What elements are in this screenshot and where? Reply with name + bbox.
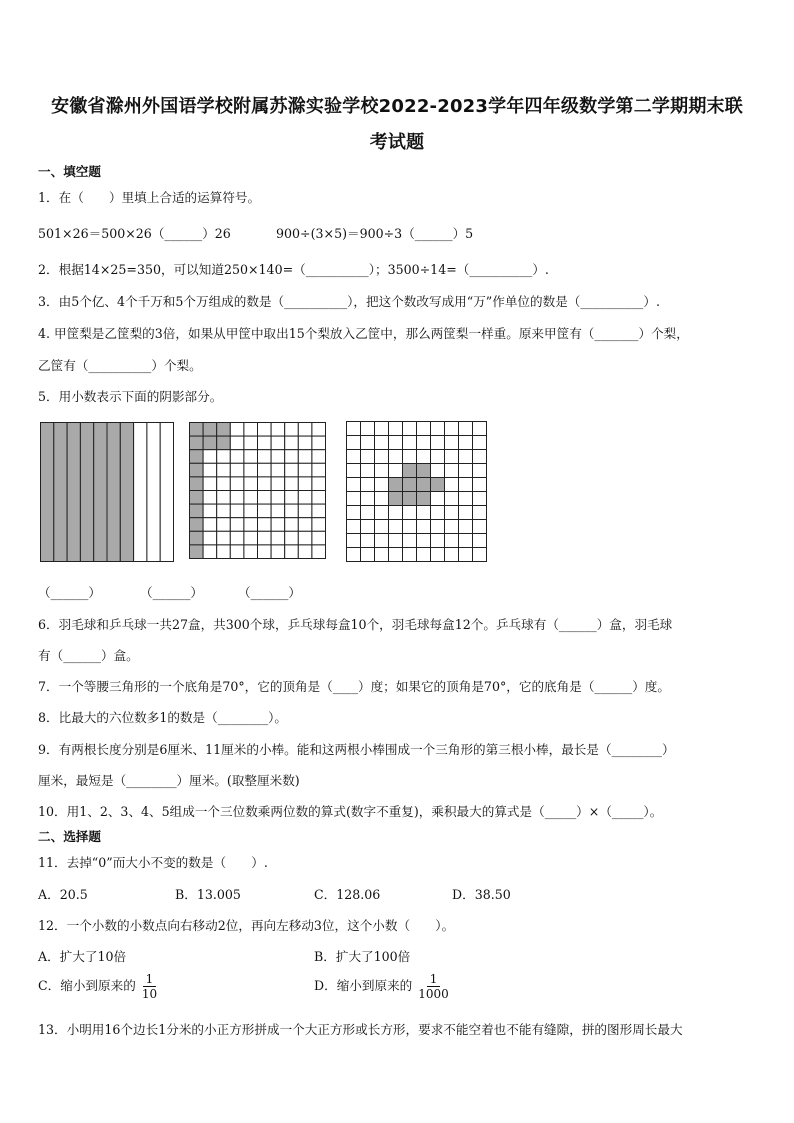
grid-cell xyxy=(312,477,326,491)
grid-cell xyxy=(298,436,312,450)
shaded-cell xyxy=(190,491,204,505)
grid-cell xyxy=(431,548,445,562)
grid-cell xyxy=(244,423,258,437)
grid-cell xyxy=(230,518,244,532)
grid-cell xyxy=(403,534,417,548)
grid-cell xyxy=(230,423,244,437)
shaded-strip xyxy=(41,423,54,562)
question-3: 3．由5个亿、4个千万和5个万组成的数是（__________），把这个数改写成用“万”作单位的数是（__________）. xyxy=(38,294,660,309)
shaded-cell xyxy=(403,492,417,506)
shaded-cell xyxy=(403,464,417,478)
figure-grid-2 xyxy=(189,422,327,562)
grid-cell xyxy=(285,423,299,437)
fraction-denominator: 10 xyxy=(141,987,158,1001)
grid-cell xyxy=(271,463,285,477)
shaded-cell xyxy=(190,518,204,532)
q5-blank-2: （______） xyxy=(140,585,203,600)
q12-option-b[interactable]: B．扩大了100倍 xyxy=(314,949,411,964)
q11-option-a[interactable]: A．20.5 xyxy=(38,887,88,902)
grid-cell xyxy=(459,548,473,562)
grid-cell xyxy=(203,545,217,559)
grid-cell xyxy=(473,506,487,520)
grid-cell xyxy=(417,548,431,562)
grid-cell xyxy=(258,463,272,477)
question-8: 8．比最大的六位数多1的数是（________）。 xyxy=(38,710,288,725)
grid-cell xyxy=(285,531,299,545)
grid-cell xyxy=(445,478,459,492)
q12-option-d[interactable] xyxy=(314,972,449,1001)
grid-cell xyxy=(230,463,244,477)
q11-option-b[interactable]: B．13.005 xyxy=(175,887,241,902)
grid-cell xyxy=(312,491,326,505)
grid-cell xyxy=(389,506,403,520)
question-6-line-2: 有（______）盒。 xyxy=(38,648,139,663)
shaded-strip xyxy=(94,423,107,562)
grid-cell xyxy=(312,518,326,532)
title-line-2: 考试题 xyxy=(369,132,425,153)
grid-cell xyxy=(298,463,312,477)
grid-cell xyxy=(298,531,312,545)
grid-cell xyxy=(389,450,403,464)
figure-grid-3 xyxy=(346,421,488,563)
grid-cell xyxy=(417,534,431,548)
fraction-denominator: 1000 xyxy=(418,987,449,1001)
grid-cell xyxy=(361,506,375,520)
grid-cell xyxy=(403,506,417,520)
q12-option-c-fraction xyxy=(142,972,157,1001)
shaded-cell xyxy=(190,423,204,437)
grid-cell xyxy=(230,531,244,545)
shaded-strip xyxy=(54,423,67,562)
grid-cell xyxy=(271,531,285,545)
grid-cell xyxy=(403,450,417,464)
grid-cell xyxy=(431,492,445,506)
grid-cell xyxy=(271,436,285,450)
grid-cell xyxy=(298,504,312,518)
grid-cell xyxy=(347,436,361,450)
grid-cell xyxy=(347,478,361,492)
grid-cell xyxy=(445,520,459,534)
grid-cell xyxy=(417,422,431,436)
grid-cell xyxy=(473,450,487,464)
grid-cell xyxy=(361,422,375,436)
question-12: 12．一个小数的小数点向右移动2位，再向左移动3位，这个小数（ ）。 xyxy=(38,918,455,933)
grid-cell xyxy=(375,492,389,506)
grid-cell xyxy=(417,520,431,534)
grid-cell xyxy=(389,520,403,534)
grid-cell xyxy=(361,520,375,534)
grid-cell xyxy=(298,477,312,491)
section-fill-in: 一、填空题 xyxy=(38,164,101,179)
grid-cell xyxy=(312,450,326,464)
grid-cell xyxy=(445,492,459,506)
grid-cell xyxy=(230,436,244,450)
grid-cell xyxy=(312,463,326,477)
grid-cell xyxy=(285,450,299,464)
grid-cell xyxy=(445,464,459,478)
grid-cell xyxy=(217,545,231,559)
grid-cell xyxy=(285,545,299,559)
grid-cell xyxy=(431,520,445,534)
shaded-cell xyxy=(190,531,204,545)
grid-cell xyxy=(431,506,445,520)
question-4-line-2: 乙筐有（__________）个梨。 xyxy=(38,358,202,373)
shaded-strip xyxy=(67,423,80,562)
q5-blank-3: （______） xyxy=(238,585,301,600)
grid-cell xyxy=(459,534,473,548)
grid-cell xyxy=(298,450,312,464)
grid-cell xyxy=(403,548,417,562)
grid-cell xyxy=(217,450,231,464)
grid-cell xyxy=(312,436,326,450)
grid-cell xyxy=(217,504,231,518)
grid-cell xyxy=(361,534,375,548)
grid-cell xyxy=(271,491,285,505)
grid-cell xyxy=(389,534,403,548)
grid-cell xyxy=(361,478,375,492)
grid-cell xyxy=(347,422,361,436)
strip xyxy=(160,423,173,562)
grid-cell xyxy=(244,436,258,450)
grid-cell xyxy=(217,477,231,491)
grid-cell xyxy=(271,477,285,491)
grid-cell xyxy=(298,518,312,532)
grid-cell xyxy=(445,506,459,520)
grid-cell xyxy=(271,504,285,518)
shaded-cell xyxy=(417,478,431,492)
grid-cell xyxy=(312,531,326,545)
grid-cell xyxy=(445,422,459,436)
shaded-cell xyxy=(417,464,431,478)
shaded-cell xyxy=(190,450,204,464)
q1-expression-b: 900÷(3×5)＝900÷3（______）5 xyxy=(276,226,474,241)
q1-expression-a: 501×26＝500×26（______）26 xyxy=(38,226,231,241)
grid-cell xyxy=(230,477,244,491)
shaded-strip xyxy=(107,423,120,562)
strip xyxy=(147,423,160,562)
fraction-numerator: 1 xyxy=(427,972,441,987)
grid-cell xyxy=(244,518,258,532)
q11-option-c[interactable]: C．128.06 xyxy=(314,887,381,902)
grid-cell xyxy=(347,534,361,548)
grid-cell xyxy=(230,504,244,518)
grid-cell xyxy=(473,548,487,562)
grid-cell xyxy=(217,518,231,532)
question-11: 11．去掉“0”而大小不变的数是（ ）. xyxy=(38,855,268,870)
question-13: 13．小明用16个边长1分米的小正方形拼成一个大正方形或长方形，要求不能空着也不能有缝隙，拼的图形周长最大 xyxy=(38,1022,683,1037)
grid-cell xyxy=(375,478,389,492)
grid-cell xyxy=(389,548,403,562)
question-7: 7．一个等腰三角形的一个底角是70°，它的顶角是（____）度；如果它的顶角是70°，它的底角是（______）度。 xyxy=(38,679,670,694)
grid-cell xyxy=(203,450,217,464)
grid-cell xyxy=(473,492,487,506)
fraction-numerator: 1 xyxy=(143,972,157,987)
shaded-cell xyxy=(389,492,403,506)
grid-cell xyxy=(403,422,417,436)
grid-cell xyxy=(389,422,403,436)
grid-cell xyxy=(203,504,217,518)
q11-option-d[interactable]: D．38.50 xyxy=(452,887,511,902)
shaded-strip xyxy=(80,423,93,562)
grid-cell xyxy=(445,534,459,548)
q12-option-d-label: D．缩小到原来的 xyxy=(314,978,413,993)
grid-cell xyxy=(459,506,473,520)
grid-cell xyxy=(271,518,285,532)
grid-cell xyxy=(298,423,312,437)
q12-option-c-label: C．缩小到原来的 xyxy=(38,978,136,993)
grid-cell xyxy=(417,450,431,464)
grid-cell xyxy=(445,436,459,450)
shaded-cell xyxy=(190,477,204,491)
grid-cell xyxy=(285,491,299,505)
grid-cell xyxy=(217,463,231,477)
grid-cell xyxy=(258,531,272,545)
grid-cell xyxy=(361,548,375,562)
grid-cell xyxy=(285,504,299,518)
shaded-cell xyxy=(190,504,204,518)
figure-strips xyxy=(40,422,174,562)
grid-cell xyxy=(445,450,459,464)
shaded-cell xyxy=(417,492,431,506)
grid-cell xyxy=(258,504,272,518)
shaded-cell xyxy=(190,545,204,559)
grid-cell xyxy=(312,545,326,559)
title-line-1: 安徽省滁州外国语学校附属苏滁实验学校2022-2023学年四年级数学第二学期期末联 xyxy=(51,96,743,117)
shaded-cell xyxy=(217,436,231,450)
grid-cell xyxy=(244,504,258,518)
grid-cell xyxy=(459,436,473,450)
strip xyxy=(134,423,147,562)
grid-cell xyxy=(244,491,258,505)
grid-cell xyxy=(375,450,389,464)
question-6-line-1: 6．羽毛球和乒乓球一共27盒，共300个球，乒乓球每盒10个，羽毛球每盒12个。乒乓球有（______）盒，羽毛球 xyxy=(38,617,673,632)
grid-cell xyxy=(217,531,231,545)
grid-cell xyxy=(431,422,445,436)
grid-cell xyxy=(271,423,285,437)
grid-cell xyxy=(431,436,445,450)
question-4-line-1: 4. 甲筐梨是乙筐梨的3倍，如果从甲筐中取出15个梨放入乙筐中，那么两筐梨一样重。原来甲筐有（_______）个梨， xyxy=(38,326,689,341)
question-1: 1．在（ ）里填上合适的运算符号。 xyxy=(38,190,261,205)
question-9-line-2: 厘米，最短是（________）厘米。(取整厘米数) xyxy=(38,773,300,788)
grid-cell xyxy=(312,423,326,437)
grid-cell xyxy=(203,463,217,477)
grid-cell xyxy=(361,436,375,450)
shaded-cell xyxy=(203,423,217,437)
question-9-line-1: 9．有两根长度分别是6厘米、11厘米的小棒。能和这两根小棒围成一个三角形的第三根小棒，最长是（________） xyxy=(38,742,675,757)
grid-cell xyxy=(347,450,361,464)
grid-cell xyxy=(258,545,272,559)
grid-cell xyxy=(473,520,487,534)
grid-cell xyxy=(203,491,217,505)
grid-cell xyxy=(459,450,473,464)
grid-cell xyxy=(375,464,389,478)
q12-option-a[interactable]: A．扩大了10倍 xyxy=(38,949,127,964)
question-2: 2．根据14×25=350，可以知道250×140=（__________）；3500÷14=（__________）. xyxy=(38,262,549,277)
grid-cell xyxy=(258,436,272,450)
grid-cell xyxy=(431,534,445,548)
grid-cell xyxy=(217,491,231,505)
grid-cell xyxy=(459,492,473,506)
grid-cell xyxy=(347,520,361,534)
grid-cell xyxy=(361,450,375,464)
grid-cell xyxy=(258,423,272,437)
grid-cell xyxy=(375,520,389,534)
grid-cell xyxy=(230,450,244,464)
grid-cell xyxy=(203,518,217,532)
grid-cell xyxy=(375,506,389,520)
shaded-cell xyxy=(403,478,417,492)
grid-cell xyxy=(459,520,473,534)
shaded-cell xyxy=(217,423,231,437)
grid-cell xyxy=(244,477,258,491)
grid-cell xyxy=(473,534,487,548)
grid-cell xyxy=(244,450,258,464)
grid-cell xyxy=(312,504,326,518)
grid-cell xyxy=(459,422,473,436)
grid-cell xyxy=(403,436,417,450)
grid-cell xyxy=(285,518,299,532)
shaded-strip xyxy=(120,423,133,562)
grid-cell xyxy=(473,478,487,492)
grid-cell xyxy=(298,545,312,559)
grid-cell xyxy=(417,506,431,520)
grid-cell xyxy=(417,436,431,450)
grid-cell xyxy=(244,531,258,545)
grid-cell xyxy=(285,477,299,491)
grid-cell xyxy=(244,463,258,477)
grid-cell xyxy=(271,545,285,559)
grid-cell xyxy=(445,548,459,562)
grid-cell xyxy=(203,531,217,545)
grid-cell xyxy=(431,450,445,464)
question-5: 5．用小数表示下面的阴影部分。 xyxy=(38,389,223,404)
shaded-cell xyxy=(203,436,217,450)
grid-cell xyxy=(431,464,445,478)
shaded-cell xyxy=(190,463,204,477)
question-10: 10．用1、2、3、4、5组成一个三位数乘两位数的算式(数字不重复)，乘积最大的算式是（_____）×（_____）。 xyxy=(38,804,663,819)
grid-cell xyxy=(403,520,417,534)
grid-cell xyxy=(389,464,403,478)
grid-cell xyxy=(347,492,361,506)
grid-cell xyxy=(258,450,272,464)
shaded-cell xyxy=(389,478,403,492)
grid-cell xyxy=(361,492,375,506)
grid-cell xyxy=(473,464,487,478)
grid-cell xyxy=(473,422,487,436)
grid-cell xyxy=(230,545,244,559)
grid-cell xyxy=(375,534,389,548)
grid-cell xyxy=(230,491,244,505)
grid-cell xyxy=(375,422,389,436)
grid-cell xyxy=(375,548,389,562)
grid-cell xyxy=(389,436,403,450)
grid-cell xyxy=(244,545,258,559)
grid-cell xyxy=(473,436,487,450)
section-choice: 二、选择题 xyxy=(38,829,101,844)
grid-cell xyxy=(271,450,285,464)
grid-cell xyxy=(347,464,361,478)
grid-cell xyxy=(347,548,361,562)
grid-cell xyxy=(258,477,272,491)
grid-cell xyxy=(375,436,389,450)
shaded-cell xyxy=(190,436,204,450)
grid-cell xyxy=(258,491,272,505)
grid-cell xyxy=(361,464,375,478)
grid-cell xyxy=(285,436,299,450)
shaded-cell xyxy=(431,478,445,492)
q5-blank-1: （______） xyxy=(38,585,101,600)
q12-option-c[interactable] xyxy=(38,972,157,1001)
q12-option-d-fraction xyxy=(418,972,449,1001)
grid-cell xyxy=(459,478,473,492)
grid-cell xyxy=(258,518,272,532)
grid-cell xyxy=(203,477,217,491)
grid-cell xyxy=(347,506,361,520)
grid-cell xyxy=(285,463,299,477)
grid-cell xyxy=(459,464,473,478)
grid-cell xyxy=(298,491,312,505)
